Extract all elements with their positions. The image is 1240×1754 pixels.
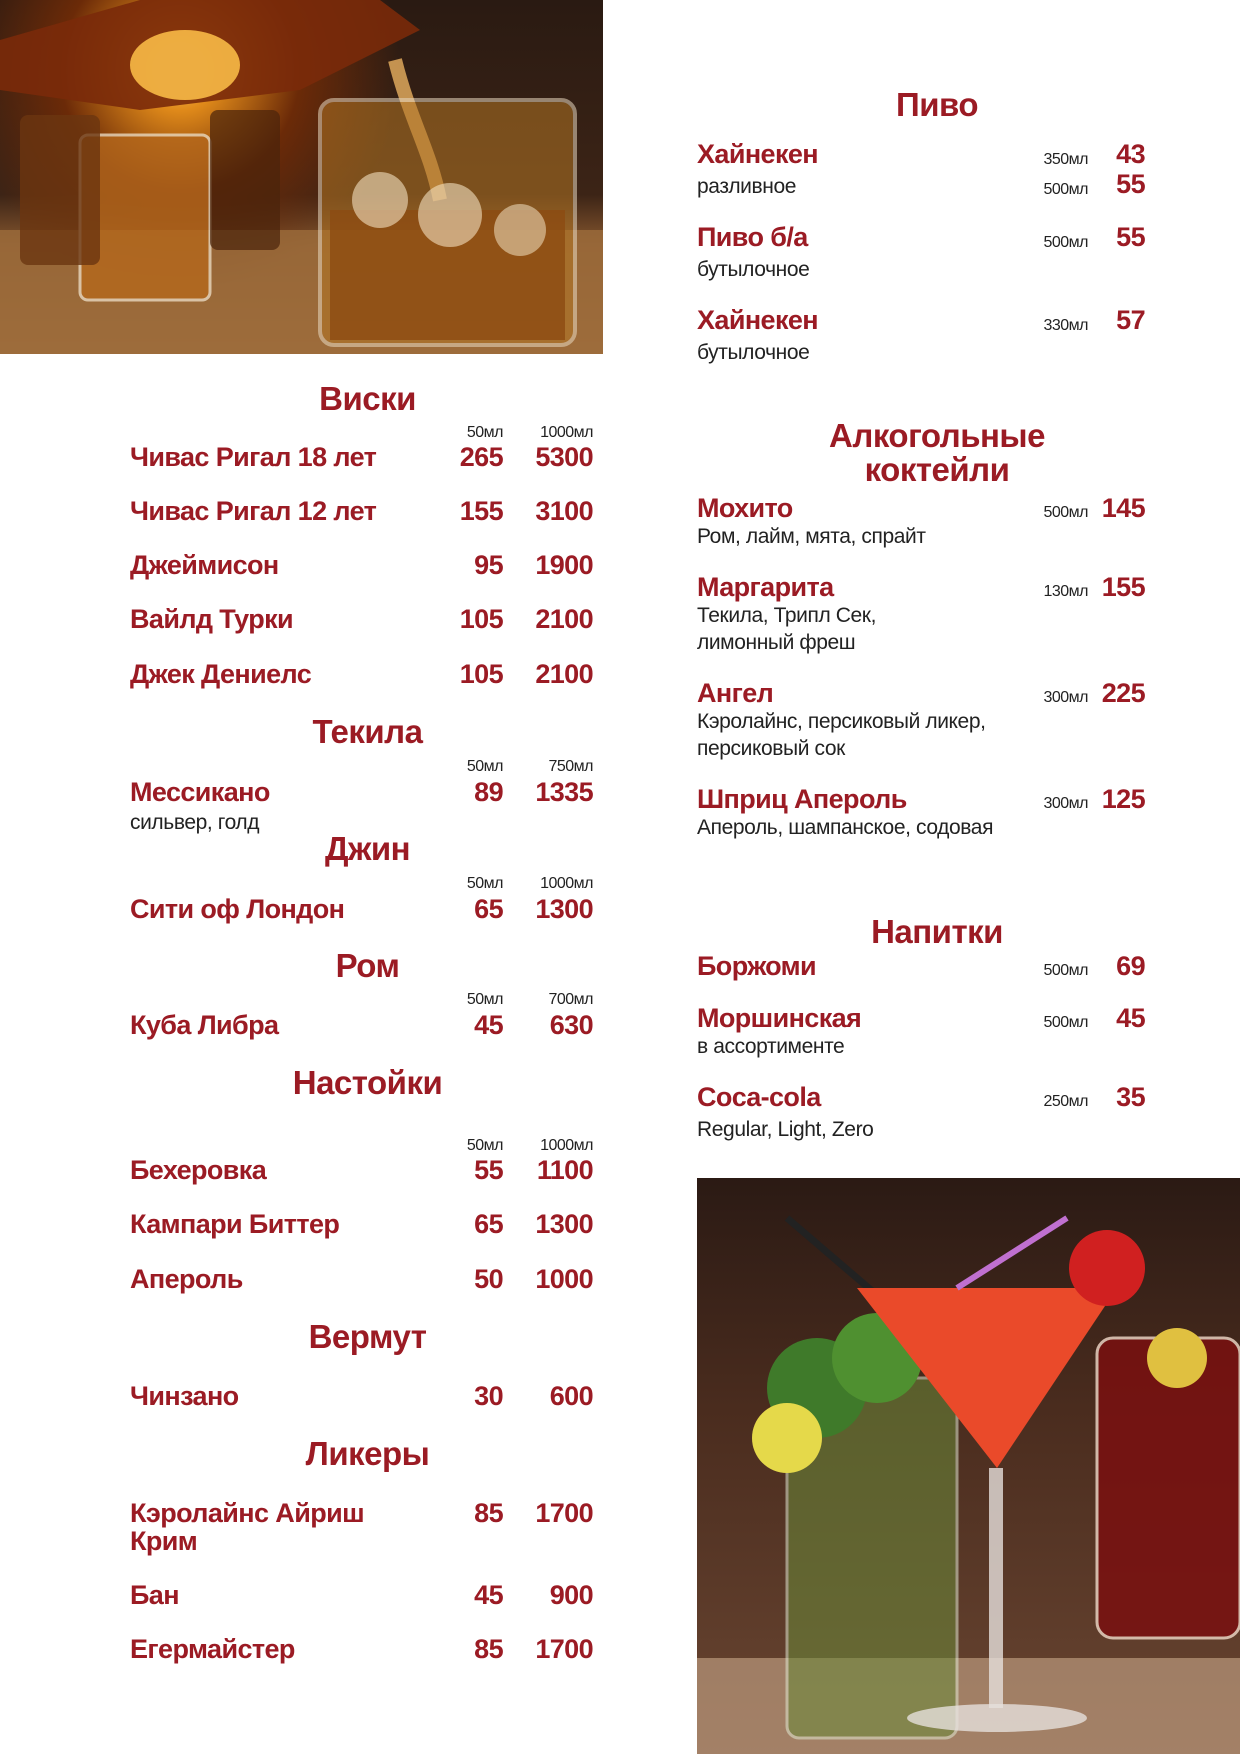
menu-item-name: Мохито — [697, 493, 793, 523]
volume-label: 300мл — [1043, 689, 1088, 706]
menu-item-name: Чивас Ригал 18 лет — [130, 442, 377, 472]
section-title-cocktails: Алкогольные — [829, 417, 1045, 454]
price: 85 — [474, 1498, 503, 1528]
price: 1000 — [535, 1264, 593, 1294]
price: 65 — [474, 894, 503, 924]
menu-item-name: Куба Либра — [130, 1010, 279, 1040]
menu-item-name: Кэролайнс Айриш — [130, 1498, 364, 1528]
price: 45 — [474, 1580, 503, 1610]
price: 630 — [549, 1010, 593, 1040]
price: 65 — [474, 1209, 503, 1239]
volume-label: 130мл — [1043, 583, 1088, 600]
price: 45 — [1116, 1003, 1145, 1033]
price: 1300 — [535, 1209, 593, 1239]
price: 55 — [1116, 222, 1145, 252]
menu-item-name-line2: Крим — [130, 1526, 198, 1556]
menu-item-description: Regular, Light, Zero — [697, 1118, 874, 1141]
price: 155 — [459, 496, 503, 526]
menu-item-description: разливное — [697, 175, 797, 198]
price: 89 — [474, 777, 503, 807]
volume-label: 500мл — [1043, 1014, 1088, 1031]
volume-label: 1000мл — [540, 424, 593, 441]
menu-item-description: бутылочное — [697, 258, 810, 281]
menu-item-name: Моршинская — [697, 1003, 862, 1033]
section-title-vermouth: Вермут — [308, 1318, 427, 1355]
section-title-rum: Ром — [335, 947, 400, 984]
price: 2100 — [535, 659, 593, 689]
menu-item-name: Хайнекен — [697, 305, 818, 335]
volume-label: 330мл — [1043, 317, 1088, 334]
price: 145 — [1101, 493, 1145, 523]
menu-item-name: Ангел — [697, 678, 774, 708]
price: 50 — [474, 1264, 503, 1294]
section-title-liqueurs: Ликеры — [305, 1435, 430, 1472]
menu-item-name: Пиво б/а — [697, 222, 808, 252]
volume-label: 50мл — [466, 1137, 503, 1154]
menu-item-description: Кэролайнс, персиковый ликер, — [697, 710, 986, 733]
price: 45 — [474, 1010, 503, 1040]
section-title-beer: Пиво — [895, 86, 978, 123]
menu-item-name: Маргарита — [697, 572, 834, 602]
section-title-tinctures: Настойки — [292, 1064, 443, 1101]
volume-label: 50мл — [466, 758, 503, 775]
price: 155 — [1101, 572, 1145, 602]
price: 1700 — [535, 1498, 593, 1528]
price: 1300 — [535, 894, 593, 924]
menu-item-name: Кампари Биттер — [130, 1209, 340, 1239]
volume-label: 1000мл — [540, 1137, 593, 1154]
menu-item-name: Сити оф Лондон — [130, 894, 345, 924]
price: 225 — [1101, 678, 1145, 708]
section-title-cocktails-line2: коктейли — [864, 451, 1010, 488]
menu-item-description-line2: персиковый сок — [697, 737, 845, 760]
menu-item-description: в ассортименте — [697, 1035, 845, 1058]
price: 43 — [1116, 139, 1145, 169]
volume-label: 50мл — [466, 991, 503, 1008]
price: 1900 — [535, 550, 593, 580]
menu-item-name: Бан — [130, 1580, 179, 1610]
menu-item-name: Боржоми — [697, 951, 817, 981]
menu-item-name: Бехеровка — [130, 1155, 267, 1185]
price: 1100 — [536, 1155, 593, 1185]
price: 55 — [1116, 169, 1145, 199]
volume-label: 50мл — [466, 424, 503, 441]
volume-label: 250мл — [1043, 1093, 1088, 1110]
volume-label: 750мл — [548, 758, 593, 775]
cocktails-photo — [697, 1178, 1240, 1754]
menu-item-name: Шприц Апероль — [697, 784, 907, 814]
menu-item-name: Джеймисон — [130, 550, 279, 580]
menu-item-name: Апероль — [130, 1264, 243, 1294]
price: 55 — [474, 1155, 503, 1185]
volume-label: 700мл — [548, 991, 593, 1008]
price: 69 — [1116, 951, 1145, 981]
volume-label: 500мл — [1043, 504, 1088, 521]
price: 5300 — [535, 442, 593, 472]
menu-item-description: сильвер, голд — [130, 811, 260, 834]
menu-item-description: Апероль, шампанское, содовая — [697, 816, 994, 839]
price: 125 — [1101, 784, 1145, 814]
menu-item-name: Джек Дениелс — [130, 659, 312, 689]
price: 30 — [474, 1381, 503, 1411]
price: 105 — [459, 604, 503, 634]
price: 95 — [474, 550, 503, 580]
price: 600 — [549, 1381, 593, 1411]
section-title-tequila: Текила — [312, 713, 423, 750]
menu-item-name: Мессикано — [130, 777, 270, 807]
menu-item-name: Чивас Ригал 12 лет — [130, 496, 377, 526]
price: 105 — [459, 659, 503, 689]
price: 900 — [549, 1580, 593, 1610]
price: 1335 — [535, 777, 593, 807]
whisky-photo — [0, 0, 603, 354]
menu-item-description-line2: лимонный фреш — [697, 631, 856, 654]
price: 1700 — [535, 1634, 593, 1664]
volume-label: 500мл — [1043, 234, 1088, 251]
volume-label: 1000мл — [540, 875, 593, 892]
section-title-whisky: Виски — [319, 380, 416, 417]
price: 3100 — [535, 496, 593, 526]
price: 2100 — [535, 604, 593, 634]
price: 85 — [474, 1634, 503, 1664]
menu-item-description: Ром, лайм, мята, спрайт — [697, 525, 926, 548]
price: 265 — [459, 442, 503, 472]
section-title-gin: Джин — [324, 830, 411, 867]
menu-item-name: Чинзано — [130, 1381, 239, 1411]
volume-label: 500мл — [1043, 181, 1088, 198]
menu-item-description: бутылочное — [697, 341, 810, 364]
section-title-drinks: Напитки — [871, 913, 1003, 950]
menu-item-name: Хайнекен — [697, 139, 818, 169]
menu-item-name: Coca-cola — [697, 1082, 821, 1112]
volume-label: 50мл — [466, 875, 503, 892]
volume-label: 300мл — [1043, 795, 1088, 812]
menu-item-name: Егермайстер — [130, 1634, 295, 1664]
price: 57 — [1116, 305, 1145, 335]
menu-item-name: Вайлд Турки — [130, 604, 294, 634]
menu-item-description: Текила, Трипл Сек, — [697, 604, 877, 627]
volume-label: 350мл — [1043, 151, 1088, 168]
price: 35 — [1116, 1082, 1145, 1112]
volume-label: 500мл — [1043, 962, 1088, 979]
